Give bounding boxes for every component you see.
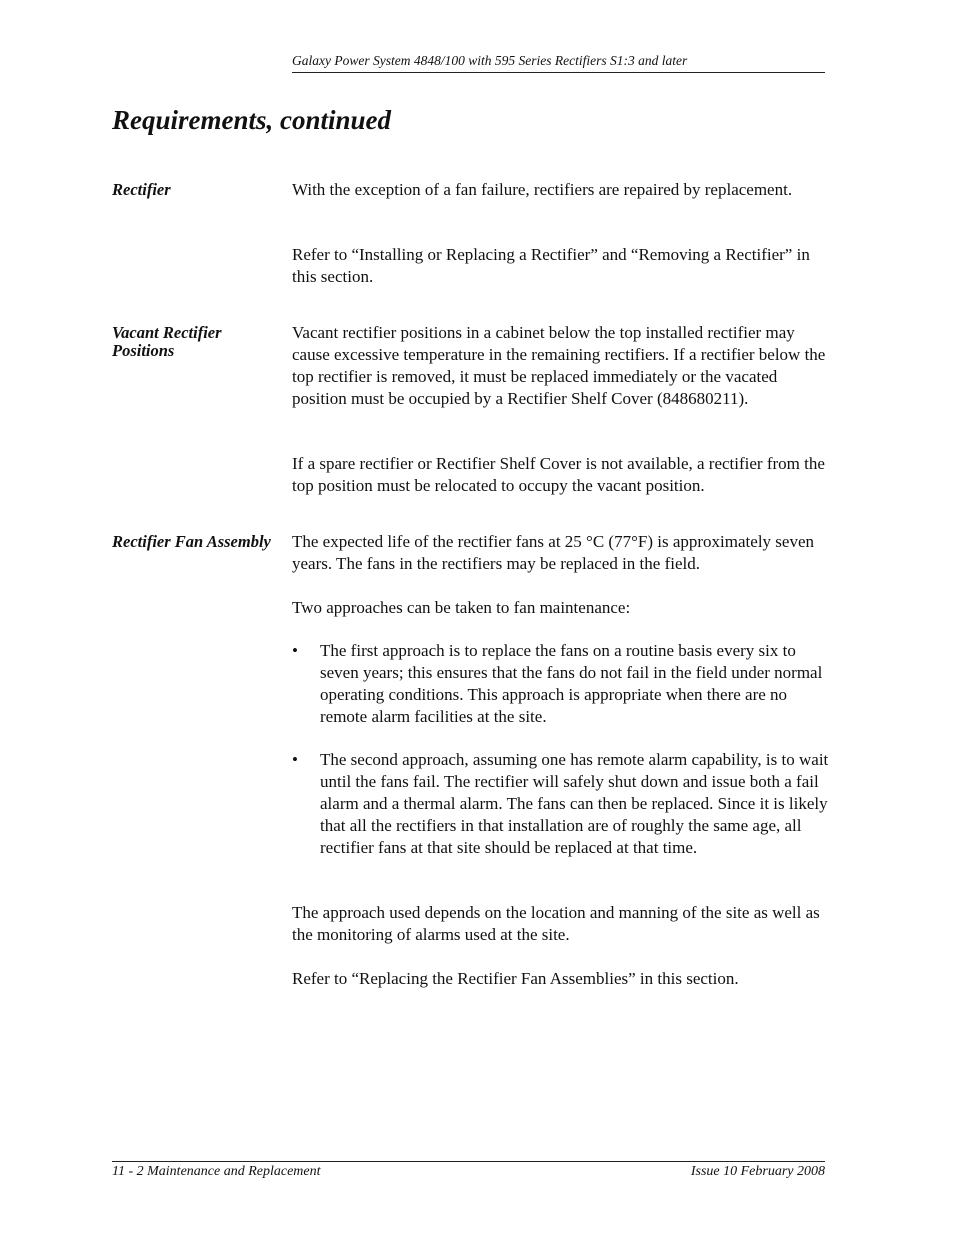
footer-rule xyxy=(112,1161,825,1162)
list-item xyxy=(292,749,832,859)
footer-section-label: 11 - 2 Maintenance and Replacement xyxy=(112,1164,321,1179)
fan-paragraph-4: Refer to “Replacing the Rectifier Fan Assemblies” in this section. xyxy=(292,969,739,988)
fan-paragraph-3: The approach used depends on the location and manning of the site as well as the monitoring of alarms used at the site. xyxy=(292,903,820,944)
rectifier-paragraph-1: With the exception of a fan failure, rectifiers are repaired by replacement. xyxy=(292,180,793,199)
page-title: Requirements, continued xyxy=(112,105,392,135)
list-item-text: The first approach is to replace the fans on a routine basis every six to seven years; this ensures that the fans do not fail in the field under normal operating conditions. This approach is appropriate when there are no remote alarm facilities at the site. xyxy=(320,641,823,726)
section-label-fan-assembly: Rectifier Fan Assembly xyxy=(112,532,271,551)
footer-issue-date: Issue 10 February 2008 xyxy=(690,1164,825,1179)
section-label-rectifier: Rectifier xyxy=(112,180,171,199)
list-item-text: The second approach, assuming one has remote alarm capability, is to wait until the fans fail. The rectifier will safely shut down and issue both a fail alarm and a thermal alarm. The fans can then be replaced. Since it is likely that all the rectifiers in that installation are of roughly the same age, all rectifier fans at that site should be replaced at that time. xyxy=(320,750,829,857)
header-rule xyxy=(292,72,825,73)
bullet-icon: • xyxy=(292,641,298,660)
fan-paragraph-1: The expected life of the rectifier fans at 25 °C (77°F) is approximately seven years. The fans in the rectifiers may be replaced in the field. xyxy=(292,532,814,573)
vacant-paragraph-2: If a spare rectifier or Rectifier Shelf Cover is not available, a rectifier from the top position must be relocated to occupy the vacant position. xyxy=(292,454,825,495)
section-label-vacant-positions: Vacant Rectifier Positions xyxy=(112,323,222,360)
vacant-paragraph-1: Vacant rectifier positions in a cabinet below the top installed rectifier may cause excessive temperature in the remaining rectifiers. If a rectifier below the top rectifier is removed, it must be replaced immediately or the vacated position must be occupied by a Rectifier Shelf Cover (848680211). xyxy=(292,323,826,408)
rectifier-paragraph-2: Refer to “Installing or Replacing a Rectifier” and “Removing a Rectifier” in this section. xyxy=(292,245,810,286)
running-header: Galaxy Power System 4848/100 with 595 Series Rectifiers S1:3 and later xyxy=(292,53,688,68)
fan-paragraph-2: Two approaches can be taken to fan maintenance: xyxy=(292,598,631,617)
bullet-icon: • xyxy=(292,750,298,769)
list-item xyxy=(292,640,832,728)
